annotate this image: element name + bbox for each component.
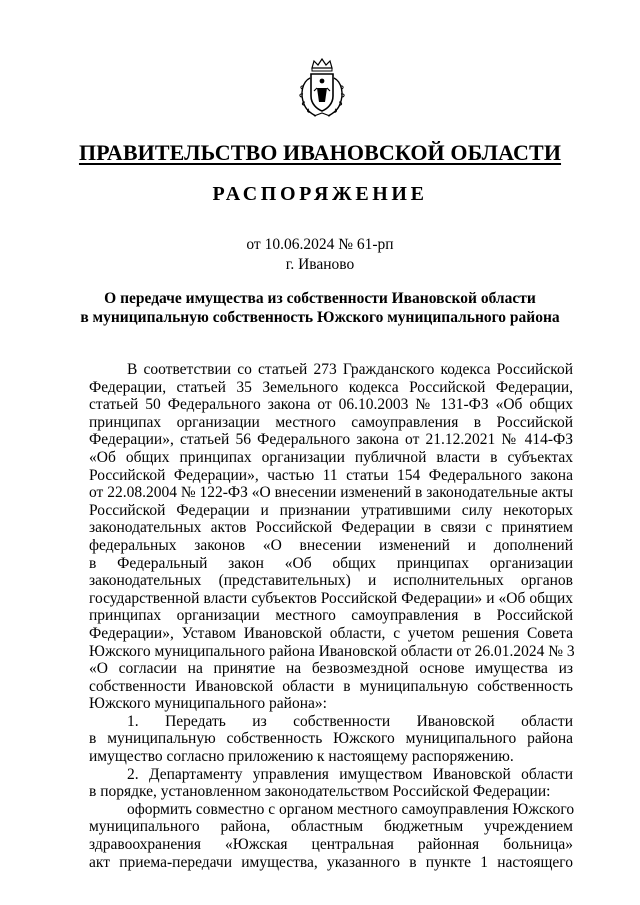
text-line: Южского муниципального района Ивановской области от 26.01.2024 № 3	[89, 642, 575, 660]
text-line: В соответствии со статьей 273 Гражданского кодекса Российской	[127, 361, 573, 378]
text-line: оформить совместно с органом местного самоуправления Южского	[127, 800, 575, 818]
text-line: Российской Федерации и признании утратившими силу некоторых	[89, 501, 573, 519]
paragraph-item-2	[89, 766, 573, 801]
text-line: имущество согласно приложению к настоящему распоряжению.	[89, 748, 514, 766]
text-line: здравоохранения «Южская центральная районная больница»	[89, 836, 573, 854]
text-line: федеральных законов «О внесении изменений и дополнений	[89, 536, 573, 554]
paragraph-preamble	[89, 361, 573, 713]
text-line: 1. Передать из собственности Ивановской области	[127, 712, 573, 730]
document-date-number: от 10.06.2024 № 61-рп	[246, 236, 394, 253]
text-line: в муниципальную собственность Южского муниципального района	[89, 730, 573, 748]
text-line: Российской Федерации», частью 11 статьи 154 Федерального закона	[89, 466, 573, 484]
text-line: «О согласии на принятие на безвозмездной основе имущества из	[89, 660, 573, 678]
government-title: ПРАВИТЕЛЬСТВО ИВАНОВСКОЙ ОБЛАСТИ	[78, 140, 562, 165]
document-subject	[0, 289, 640, 327]
text-line: принципах организации местного самоуправления в Российской	[89, 413, 573, 431]
ivanovo-coat-of-arms-icon	[298, 58, 346, 120]
text-line: Федерации», Уставом Ивановской области, с учетом решения Совета	[89, 624, 573, 642]
document-city: г. Иваново	[285, 256, 355, 273]
text-line: в Федеральный закон «Об общих принципах организации	[89, 554, 573, 572]
text-line: в порядке, установленном законодательством Российской Федерации:	[89, 783, 551, 801]
text-line: законодательных (представительных) и исполнительных органов	[89, 572, 573, 590]
subject-line: О передаче имущества из собственности Ивановской области	[104, 290, 536, 307]
text-line: государственной власти субъектов Российской Федерации» и «Об общих	[89, 589, 573, 607]
text-line: «Об общих принципах организации публичной власти в субъектах	[89, 448, 573, 466]
text-line: акт приема-передачи имущества, указанного в пункте 1 настоящего	[89, 853, 573, 871]
text-line: муниципального района, областным бюджетным учреждением	[89, 818, 573, 836]
text-line: от 22.08.2004 № 122-ФЗ «О внесении изменений в законодательные акты	[89, 484, 573, 502]
text-line: Федерации, статьей 35 Земельного кодекса Российской Федерации,	[89, 378, 573, 396]
text-line: статьей 50 Федерального закона от 06.10.2003 № 131-ФЗ «Об общих	[89, 396, 573, 414]
subject-line: в муниципальную собственность Южского муниципального района	[80, 309, 560, 326]
text-line: Федерации», статьей 56 Федерального закона от 21.12.2021 № 414-ФЗ	[89, 431, 573, 449]
paragraph-item-1	[89, 713, 573, 766]
text-line: законодательных актов Российской Федерации в связи с принятием	[89, 519, 573, 537]
text-line: Южского муниципального района»:	[89, 695, 327, 713]
paragraph-subitem	[89, 801, 573, 871]
text-line: принципах организации местного самоуправления в Российской	[89, 607, 573, 625]
document-body	[89, 361, 573, 871]
document-type: РАСПОРЯЖЕНИЕ	[212, 183, 428, 205]
text-line: 2. Департаменту управления имуществом Ивановской области	[127, 765, 573, 783]
text-line: собственности Ивановской области в муниципальную собственность	[89, 677, 573, 695]
